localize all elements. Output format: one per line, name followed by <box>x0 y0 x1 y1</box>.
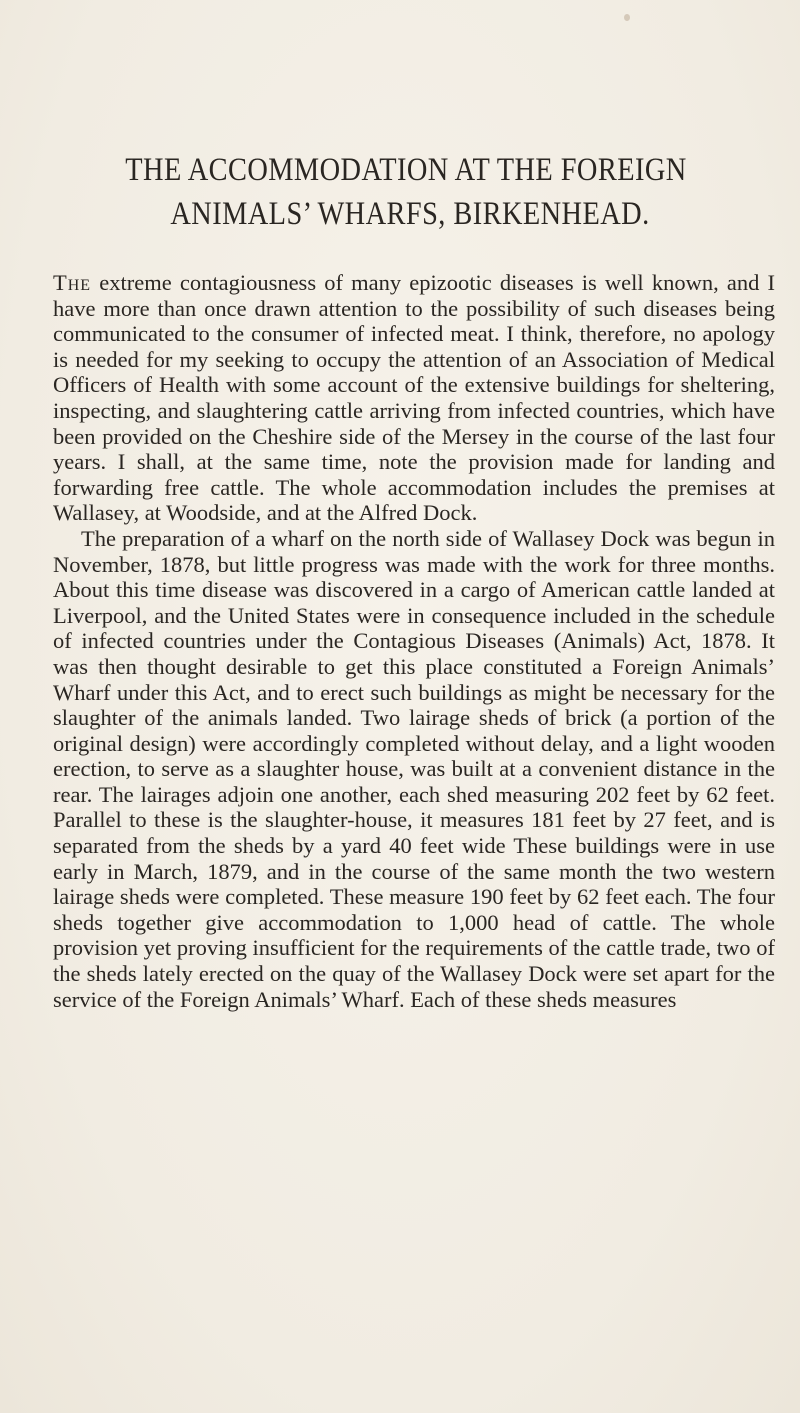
paper-speck <box>624 14 630 21</box>
title-line-1: THE ACCOMMODATION AT THE FOREIGN <box>125 152 687 188</box>
paragraph-1-text: extreme contagiousness of many epizootic diseases is well known, and I have more than once drawn attention to the possibility of such diseases being communicated to the consumer of infected meat. I think, therefore, no apology is needed for my seeking to occupy the attention of an Association of Medical Officers of Health with some account of the extensive buildings for sheltering, inspecting, and slaughtering cattle arriving from infected countries, which have been provided on the Cheshire side of the Mersey in the course of the last four years. I shall, at the same time, note the provision made for landing and forwarding free cattle. The whole accommodation includes the premises at Wallasey, at Woodside, and at the Alfred Dock. <box>53 270 775 526</box>
paragraph-1 <box>53 270 775 526</box>
body-text <box>53 270 775 1012</box>
title-line-2: ANIMALS’ WHARFS, BIRKENHEAD. <box>170 196 650 232</box>
paragraph-2: The preparation of a wharf on the north side of Wallasey Dock was begun in November, 1878, but little progress was made with the work for three months. About this time disease was discovered in a cargo of American cattle landed at Liverpool, and the United States were in consequence included in the schedule of infected countries under the Contagious Diseases (Animals) Act, 1878. It was then thought desirable to get this place constituted a Foreign Animals’ Wharf under this Act, and to erect such buildings as might be necessary for the slaughter of the animals landed. Two lairage sheds of brick (a portion of the original design) were accordingly completed without delay, and a light wooden erection, to serve as a slaughter house, was built at a convenient distance in the rear. The lairages adjoin one another, each shed measuring 202 feet by 62 feet. Parallel to these is the slaughter-house, it measures 181 feet by 27 feet, and is separated from the sheds by a yard 40 feet wide These buildings were in use early in March, 1879, and in the course of the same month the two western lairage sheds were completed. These measure 190 feet by 62 feet each. The four sheds together give accommodation to 1,000 head of cattle. The whole provision yet proving insufficient for the requirements of the cattle trade, two of the sheds lately erected on the quay of the Wallasey Dock were set apart for the service of the Foreign Animals’ Wharf. Each of these sheds measures <box>53 525 775 1012</box>
document-title <box>70 148 750 236</box>
opening-word: The <box>53 270 92 295</box>
